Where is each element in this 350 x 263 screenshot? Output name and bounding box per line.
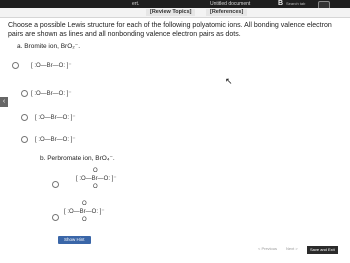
browser-top-bar <box>0 0 350 8</box>
collapse-panel-icon[interactable]: ‹ <box>0 97 8 107</box>
question-toolbar <box>0 8 350 18</box>
choice-a3-structure: [ :O—Br—O: ]⁻ <box>35 115 76 121</box>
choice-a3-radio[interactable] <box>21 114 28 121</box>
question-prompt: Choose a possible Lewis structure for each of the following polyatomic ions. All bonding valence electron pairs are shown as lines and all nonbonding valence electron pairs as dots. <box>8 22 332 38</box>
browser-badge-text: Search tab <box>286 1 306 6</box>
choice-a1-structure: [ :O—Br—O: ]⁻ <box>31 63 72 69</box>
next-button[interactable]: Next > <box>286 246 298 251</box>
part-b-label: b. Perbromate ion, BrO₄⁻. <box>40 155 115 162</box>
choice-b2-radio[interactable] <box>52 214 59 221</box>
save-and-exit-button[interactable]: Save and Exit <box>307 246 338 254</box>
choice-a4-radio[interactable] <box>21 136 28 143</box>
choice-a4-structure: [ :O—Br—O: ]⁻ <box>35 137 76 143</box>
choice-a1-radio[interactable] <box>12 62 19 69</box>
part-a-label: a. Bromite ion, BrO₂⁻. <box>17 43 81 50</box>
choice-b1-radio[interactable] <box>52 181 59 188</box>
choice-a2-structure: [ :O—Br—O: ]⁻ <box>31 91 72 97</box>
show-hint-button[interactable]: Show Hint <box>58 236 91 244</box>
mouse-cursor-icon: ↖ <box>225 76 233 86</box>
browser-badge[interactable]: B <box>278 0 284 7</box>
browser-tab[interactable]: ert. <box>132 1 140 7</box>
references-link[interactable]: [References] <box>206 9 247 16</box>
choice-b1-structure: O [ :O—Br—O: ]⁻ O <box>76 168 117 190</box>
choice-b2-structure: O [ :O—Br—O: ]⁻ O <box>64 201 105 223</box>
review-topics-link[interactable]: [Review Topics] <box>146 9 195 16</box>
browser-tab-doc[interactable]: Untitled document <box>210 1 251 7</box>
previous-button[interactable]: < Previous <box>258 246 278 251</box>
choice-a2-radio[interactable] <box>21 90 28 97</box>
